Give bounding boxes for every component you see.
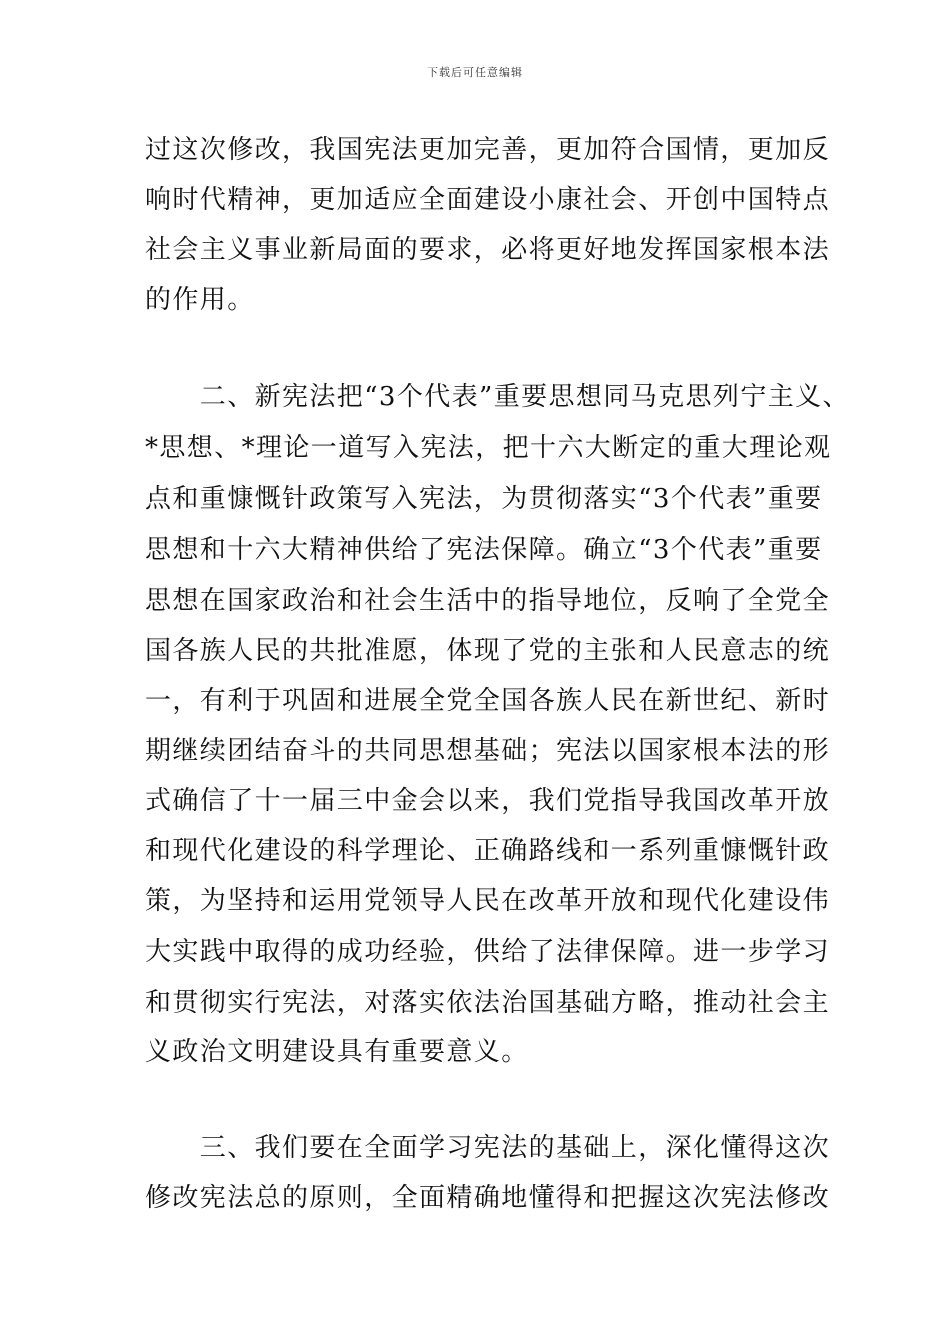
paragraph-2-line: 大实践中取得的成功经验，供给了法律保障。进一步学习 [145, 937, 831, 967]
paragraph-2-line: 思想和十六大精神供给了宪法保障。确立“3个代表”重要 [145, 535, 823, 565]
paragraph-2-line: 二、新宪法把“3个代表”重要思想同马克思列宁主义、 [145, 382, 850, 412]
paragraph-2-line: 式确信了十一届三中金会以来，我们党指导我国改革开放 [145, 786, 831, 816]
paragraph-2-line: 国各族人民的共批准愿，体现了党的主张和人民意志的统 [145, 636, 831, 666]
paragraph-3-line: 修改宪法总的原则，全面精确地懂得和把握这次宪法修改 [145, 1183, 831, 1213]
paragraph-2-line: 点和重慷慨针政策写入宪法，为贯彻落实“3个代表”重要 [145, 484, 823, 514]
header-note: 下载后可任意编辑 [427, 66, 523, 79]
paragraph-2-line: 和贯彻实行宪法，对落实依法治国基础方略，推动社会主 [145, 988, 831, 1018]
paragraph-2-line: 期继续团结奋斗的共同思想基础；宪法以国家根本法的形 [145, 736, 831, 766]
paragraph-2-line: 一，有利于巩固和进展全党全国各族人民在新世纪、新时 [145, 686, 831, 716]
paragraph-1-line: 过这次修改，我国宪法更加完善，更加符合国情，更加反 [145, 135, 831, 165]
paragraph-2-line: *思想、*理论一道写入宪法，把十六大断定的重大理论观 [145, 433, 832, 463]
paragraph-3-line: 三、我们要在全面学习宪法的基础上，深化懂得这次 [145, 1133, 831, 1163]
paragraph-1-line: 社会主义事业新局面的要求，必将更好地发挥国家根本法 [145, 235, 831, 265]
paragraph-2-line: 策，为坚持和运用党领导人民在改革开放和现代化建设伟 [145, 886, 831, 916]
paragraph-2-line: 义政治文明建设具有重要意义。 [145, 1037, 529, 1067]
paragraph-1-line: 响时代精神，更加适应全面建设小康社会、开创中国特点 [145, 185, 831, 215]
paragraph-2-line: 和现代化建设的科学理论、正确路线和一系列重慷慨针政 [145, 836, 831, 866]
paragraph-2-line: 思想在国家政治和社会生活中的指导地位，反响了全党全 [145, 586, 831, 616]
paragraph-1-line: 的作用。 [145, 285, 255, 315]
